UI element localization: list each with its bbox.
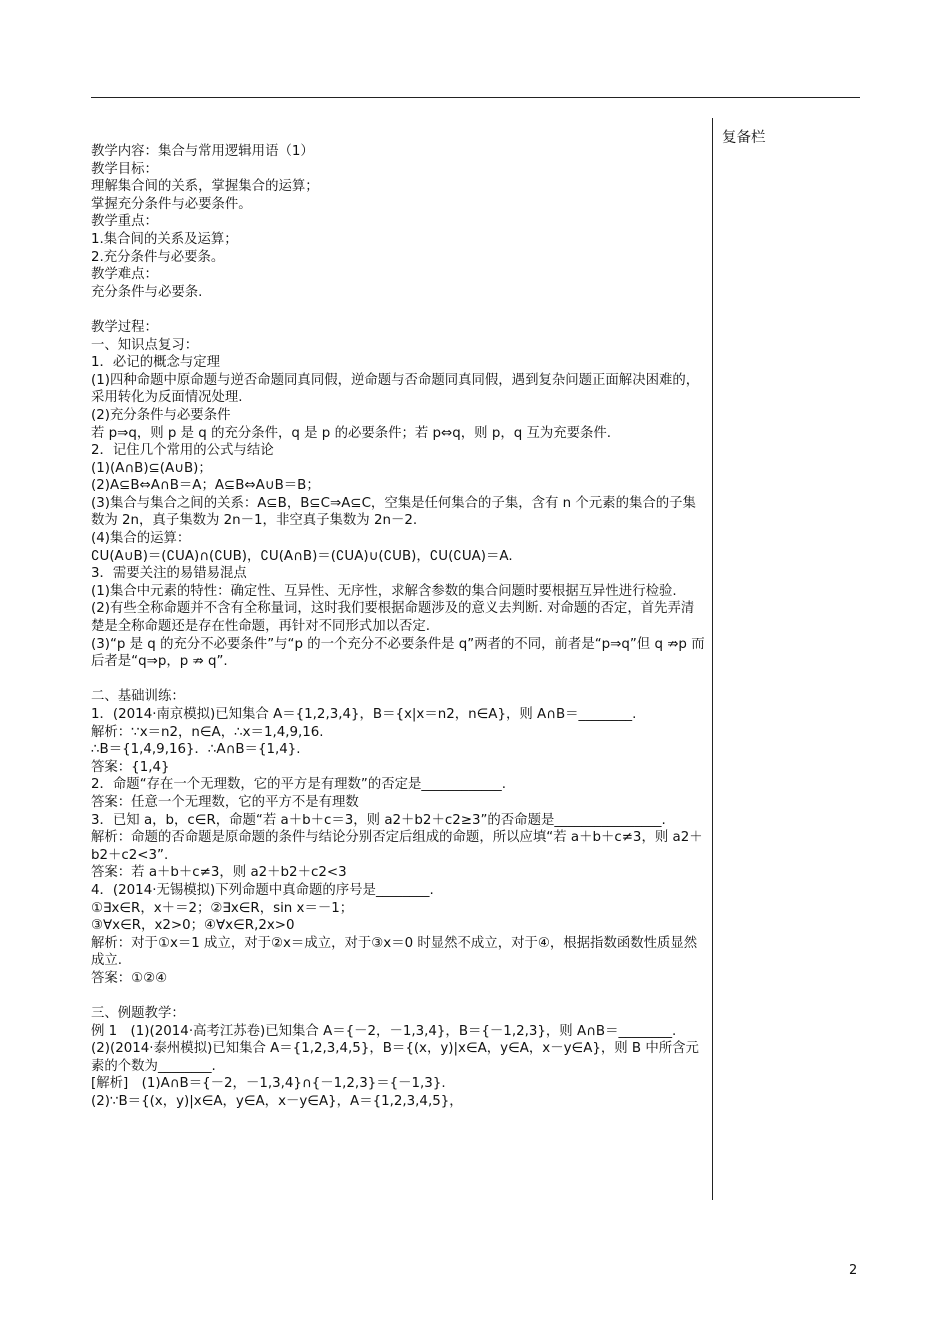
content-line: 1．(2014·南京模拟)已知集合 A＝{1,2,3,4}，B＝{x|x＝n2，n∈A}，则 A∩B＝________.	[91, 707, 637, 722]
page-number: 2	[849, 1263, 858, 1278]
content-line: (3)集合与集合之间的关系：A⊆B，B⊆C⇒A⊆C，空集是任何集合的子集，含有 n 个元素的集合的子集数为 2n，真子集数为 2n－1，非空真子集数为 2n－2.	[91, 495, 696, 529]
content-line: 1.集合间的关系及运算；	[91, 231, 238, 247]
content-line: 三、例题教学：	[91, 1006, 185, 1022]
content-line: 4．(2014·无锡模拟)下列命题中真命题的序号是________.	[91, 882, 434, 898]
content-line: 充分条件与必要条.	[91, 284, 203, 300]
content-line	[91, 301, 707, 319]
content-line: 解析：命题的否命题是原命题的条件与结论分别否定后组成的命题，所以应填“若 a＋b＋c≠3，则 a2＋b2＋c2<3”.	[91, 830, 703, 863]
content-line: (1)集合中元素的特性：确定性、互异性、无序性，求解含参数的集合问题时要根据互异性进行检验.	[91, 583, 677, 599]
content-line: (1)(A∩B)⊆(A∪B)；	[91, 460, 212, 476]
column-divider	[712, 118, 713, 1200]
content-line: 解析：∵x＝n2，n∈A，∴x＝1,4,9,16.	[91, 724, 324, 740]
content-line: ③∀x∈R，x2>0；④∀x∈R,2x>0	[91, 918, 295, 934]
content-line: ∴B＝{1,4,9,16}．∴A∩B＝{1,4}.	[91, 742, 301, 758]
content-line: 理解集合间的关系，掌握集合的运算；	[91, 179, 319, 195]
content-line: (2)A⊆B⇔A∩B＝A；A⊆B⇔A∪B＝B；	[91, 478, 320, 494]
content-line: 例 1 (1)(2014·高考江苏卷)已知集合 A＝{－2，－1,3,4}，B＝{－1,2,3}，则 A∩B＝________.	[91, 1023, 677, 1039]
content-line: (1)四种命题中原命题与逆否命题同真同假，逆命题与否命题同真同假，遇到复杂问题正面解决困难的，采用转化为反面情况处理.	[91, 372, 700, 406]
content-line: 2．记住几个常用的公式与结论	[91, 443, 274, 459]
lesson-content	[91, 143, 707, 1111]
sidebar-title: 复备栏	[722, 130, 766, 146]
content-line: 教学目标：	[91, 161, 158, 177]
content-line: 二、基础训练：	[91, 689, 185, 705]
header-rule	[91, 97, 860, 98]
content-line: 2．命题“存在一个无理数，它的平方是有理数”的否定是____________.	[91, 777, 506, 793]
content-line: 一、知识点复习：	[91, 337, 199, 353]
content-line: 若 p⇒q，则 p 是 q 的充分条件，q 是 p 的必要条件；若 p⇔q，则 p，q 互为充要条件.	[91, 425, 612, 441]
content-line: ∁U(A∪B)＝(∁UA)∩(∁UB)，∁U(A∩B)＝(∁UA)∪(∁UB)，∁U(∁UA)＝A.	[91, 548, 513, 564]
content-line: 教学重点：	[91, 214, 158, 230]
content-line: 3．需要关注的易错易混点	[91, 566, 247, 582]
content-line: 教学内容：集合与常用逻辑用语（1）	[91, 144, 314, 159]
content-line: 1．必记的概念与定理	[91, 355, 221, 371]
content-line: (2)(2014·泰州模拟)已知集合 A＝{1,2,3,4,5}，B＝{(x，y)|x∈A，y∈A，x－y∈A}，则 B 中所含元素的个数为________.	[91, 1041, 699, 1074]
content-line: (4)集合的运算：	[91, 531, 191, 547]
content-line: 3．已知 a，b，c∈R，命题“若 a＋b＋c＝3，则 a2＋b2＋c2≥3”的否命题是________________.	[91, 812, 666, 828]
content-line: 教学难点：	[91, 267, 158, 283]
content-line: 掌握充分条件与必要条件。	[91, 196, 252, 212]
content-line: (2)有些全称命题并不含有全称量词，这时我们要根据命题涉及的意义去判断. 对命题的否定，首先弄清楚是全称命题还是存在性命题，再针对不同形式加以否定.	[91, 601, 695, 635]
content-line: (2)充分条件与必要条件	[91, 407, 231, 423]
content-line	[91, 988, 707, 1006]
content-line: 2.充分条件与必要条。	[91, 249, 225, 265]
content-line: [解析] (1)A∩B＝{－2，－1,3,4}∩{－1,2,3}＝{－1,3}.	[91, 1076, 446, 1092]
content-line: 教学过程：	[91, 319, 158, 335]
content-line: (3)“p 是 q 的充分不必要条件”与“p 的一个充分不必要条件是 q”两者的不同，前者是“p⇒q”但 q ⇏p 而后者是“q⇒p，p ⇏ q”.	[91, 636, 705, 670]
content-line: 解析：对于①x＝1 成立，对于②x＝成立，对于③x＝0 时显然不成立，对于④，根据指数函数性质显然成立.	[91, 935, 698, 969]
content-line	[91, 671, 707, 689]
content-line: 答案：①②④	[91, 970, 168, 986]
content-line: 答案：{1,4}	[91, 759, 170, 775]
content-line: 答案：任意一个无理数，它的平方不是有理数	[91, 794, 359, 810]
content-line: ①∃x∈R，x＋＝2；②∃x∈R，sin x＝－1；	[91, 900, 354, 916]
content-line: (2)∵B＝{(x，y)|x∈A，y∈A，x－y∈A}，A＝{1,2,3,4,5}，	[91, 1094, 463, 1110]
content-line: 答案：若 a＋b＋c≠3，则 a2＋b2＋c2<3	[91, 865, 347, 881]
